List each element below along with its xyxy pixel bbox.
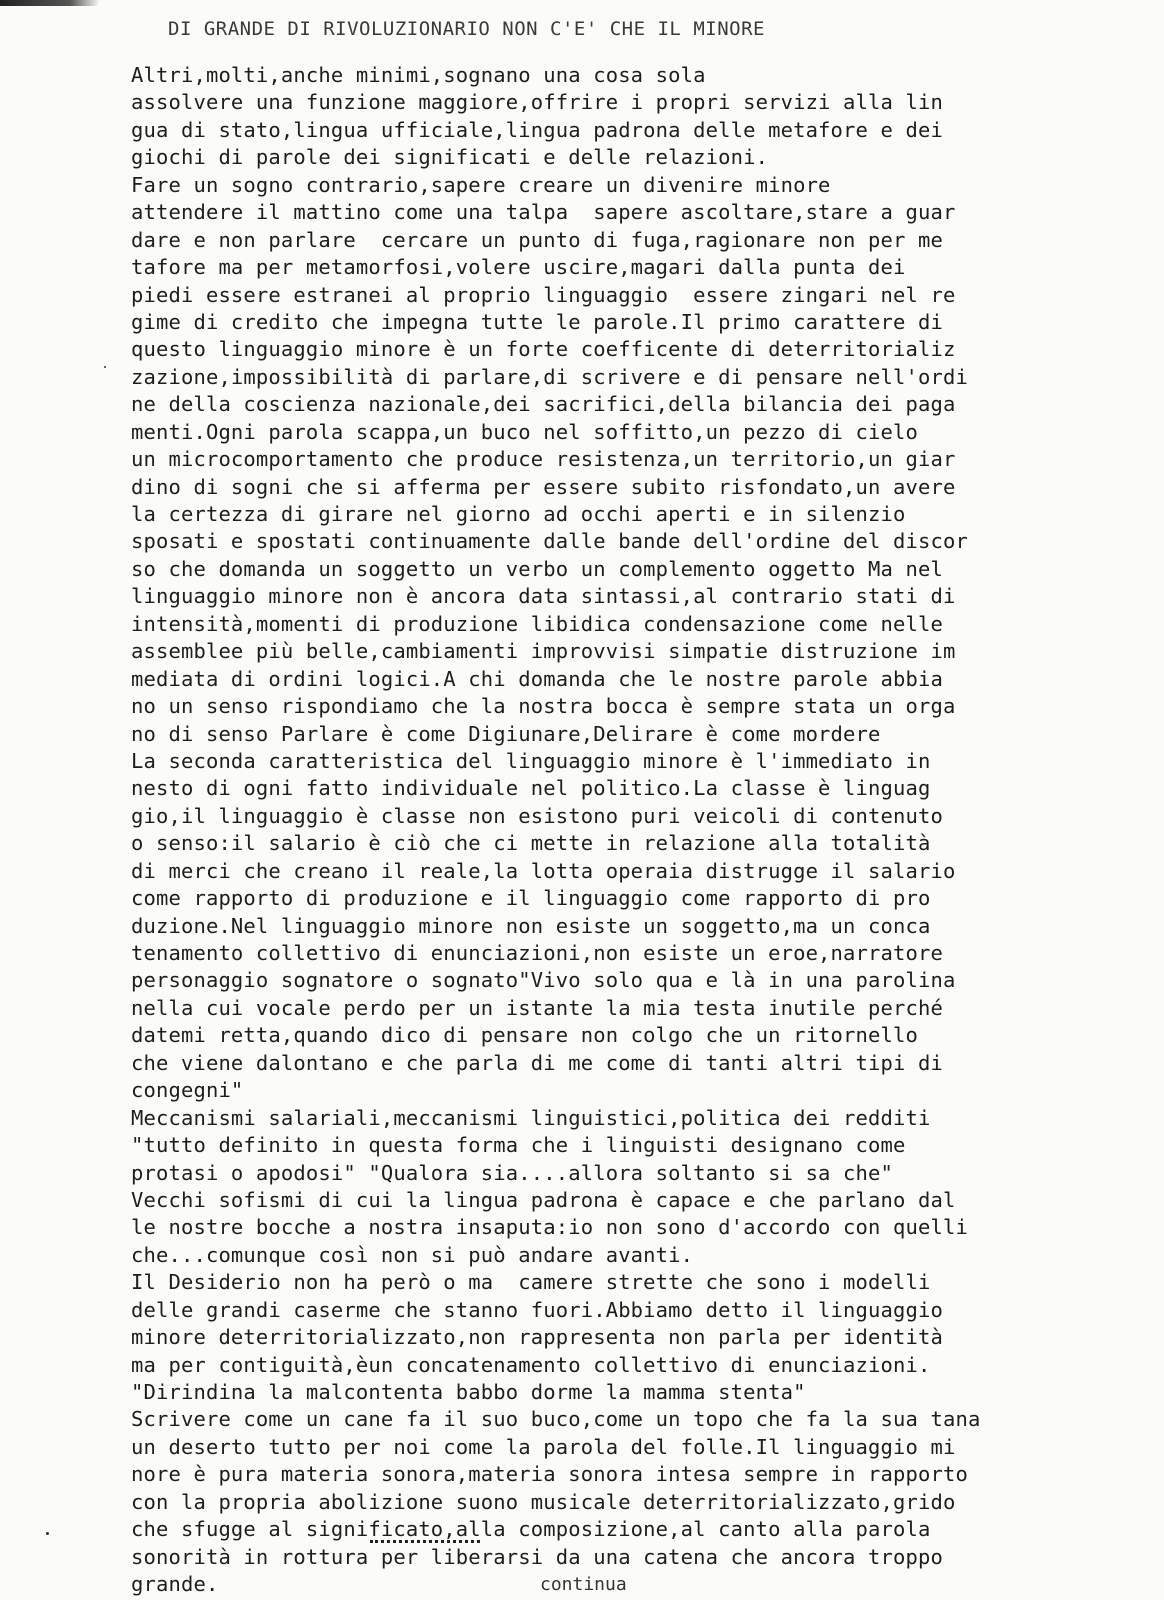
text-line: assolvere una funzione maggiore,offrire i propri servizi alla lin: [131, 90, 943, 115]
text-line: questo linguaggio minore è un forte coefficente di deterritorializ: [131, 337, 956, 362]
text-line: Vecchi sofismi di cui la lingua padrona è capace e che parlano dal: [131, 1187, 956, 1212]
text-line: no un senso rispondiamo che la nostra bocca è sempre stata un orga: [131, 694, 956, 719]
text-line: dino di sogni che si afferma per essere subito risfondato,un avere: [131, 474, 956, 499]
text-line: Meccanismi salariali,meccanismi linguistici,politica dei redditi: [131, 1105, 931, 1130]
text-line: le nostre bocche a nostra insaputa:io non sono d'accordo con quelli: [131, 1215, 968, 1240]
text-line: nella cui vocale perdo per un istante la mia testa inutile perché: [131, 995, 943, 1020]
text-line: congegni": [131, 1078, 244, 1103]
text-line: duzione.Nel linguaggio minore non esiste un soggetto,ma un conca: [131, 913, 931, 938]
text-line: tafore ma per metamorfosi,volere uscire,magari dalla punta dei: [131, 255, 906, 280]
text-line: minore deterritorializzato,non rappresenta non parla per identità: [131, 1325, 943, 1350]
text-line: come rapporto di produzione e il linguaggio come rapporto di pro: [131, 886, 931, 911]
text-line: "tutto definito in questa forma che i linguisti designano come: [131, 1133, 906, 1158]
text-line: tenamento collettivo di enunciazioni,non esiste un eroe,narratore: [131, 941, 943, 965]
text-line: Scrivere come un cane fa il suo buco,come un topo che fa la sua tana: [131, 1407, 981, 1432]
text-line: ne della coscienza nazionale,dei sacrifici,della bilancia dei paga: [131, 392, 956, 417]
text-line: nore è pura materia sonora,materia sonora intesa sempre in rapporto: [131, 1462, 968, 1487]
text-line: menti.Ogni parola scappa,un buco nel soffitto,un pezzo di cielo: [131, 419, 918, 444]
text-line: assemblee più belle,cambiamenti improvvisi simpatie distruzione im: [131, 639, 956, 664]
text-line: datemi retta,quando dico di pensare non colgo che un ritornello: [131, 1023, 918, 1048]
text-line: La seconda caratteristica del linguaggio minore è l'immediato in: [131, 748, 931, 773]
text-line: no di senso Parlare è come Digiunare,Delirare è come mordere: [131, 721, 881, 746]
corner-smudge: [0, 0, 100, 6]
text-line: sonorità in rottura per liberarsi da una catena che ancora troppo: [131, 1544, 943, 1569]
page-title: DI GRANDE DI RIVOLUZIONARIO NON C'E' CHE IL MINORE: [168, 18, 765, 40]
text-line: che...comunque così non si può andare avanti.: [131, 1242, 694, 1267]
text-line: un deserto tutto per noi come la parola del folle.Il linguaggio mi: [131, 1434, 956, 1459]
text-line: Il Desiderio non ha però o ma camere strette che sono i modelli: [131, 1270, 931, 1295]
text-line: mediata di ordini logici.A chi domanda che le nostre parole abbia: [131, 666, 943, 691]
text-line: delle grandi caserme che stanno fuori.Abbiamo detto il linguaggio: [131, 1297, 943, 1322]
ink-dash-mark: [370, 1540, 480, 1547]
text-line: nesto di ogni fatto individuale nel politico.La classe è linguag: [131, 776, 931, 801]
ink-speck: [104, 366, 106, 368]
text-line: un microcomportamento che produce resistenza,un territorio,un giar: [131, 447, 956, 472]
text-line: grande.: [131, 1572, 219, 1597]
body-text: [131, 62, 1151, 1599]
continua-footer: continua: [540, 1574, 627, 1595]
text-line: personaggio sognatore o sognato"Vivo solo qua e là in una parolina: [131, 968, 956, 993]
text-line: che viene dalontano e che parla di me come di tanti altri tipi di: [131, 1050, 943, 1075]
text-line: giochi di parole dei significati e delle relazioni.: [131, 145, 769, 170]
text-line: piedi essere estranei al proprio linguaggio essere zingari nel re: [131, 282, 956, 307]
text-line: gio,il linguaggio è classe non esistono puri veicoli di contenuto: [131, 803, 943, 828]
text-line: attendere il mattino come una talpa sapere ascoltare,stare a guar: [131, 200, 956, 225]
text-line: "Dirindina la malcontenta babbo dorme la mamma stenta": [131, 1380, 806, 1404]
text-line: sposati e spostati continuamente dalle bande dell'ordine del discor: [131, 529, 968, 554]
text-line: dare e non parlare cercare un punto di fuga,ragionare non per me: [131, 227, 943, 252]
text-line: linguaggio minore non è ancora data sintassi,al contrario stati di: [131, 584, 956, 609]
text-line: che sfugge al significato,alla composizione,al canto alla parola: [131, 1517, 931, 1542]
text-line: gime di credito che impegna tutte le parole.Il primo carattere di: [131, 309, 943, 334]
text-line: o senso:il salario è ciò che ci mette in relazione alla totalità: [131, 831, 931, 856]
text-line: gua di stato,lingua ufficiale,lingua padrona delle metafore e dei: [131, 117, 943, 142]
text-line: protasi o apodosi" "Qualora sia....allora soltanto si sa che": [131, 1160, 894, 1185]
text-line: di merci che creano il reale,la lotta operaia distrugge il salario: [131, 858, 956, 883]
text-line: ma per contiguità,èun concatenamento collettivo di enunciazioni.: [131, 1352, 931, 1377]
text-line: la certezza di girare nel giorno ad occhi aperti e in silenzio: [131, 502, 906, 526]
text-line: so che domanda un soggetto un verbo un complemento oggetto Ma nel: [131, 556, 943, 581]
text-line: con la propria abolizione suono musicale deterritorializzato,grido: [131, 1489, 956, 1514]
text-line: Altri,molti,anche minimi,sognano una cosa sola: [131, 63, 706, 87]
text-line: Fare un sogno contrario,sapere creare un divenire minore: [131, 172, 831, 197]
ink-speck: [46, 1532, 49, 1535]
text-line: intensità,momenti di produzione libidica condensazione come nelle: [131, 611, 943, 636]
text-line: zazione,impossibilità di parlare,di scrivere e di pensare nell'ordi: [131, 364, 968, 389]
